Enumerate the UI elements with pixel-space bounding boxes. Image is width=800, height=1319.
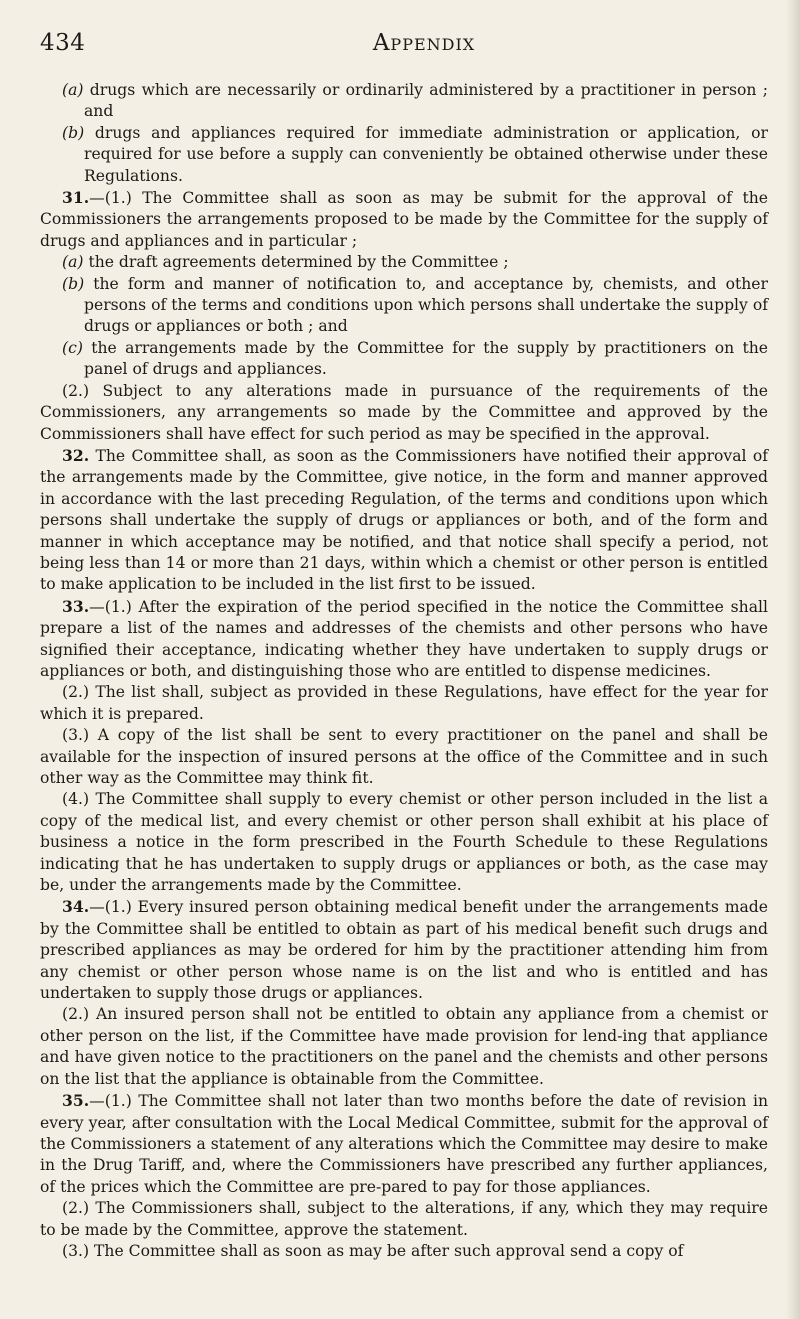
- page-edge-shadow: [786, 0, 800, 1319]
- paragraph: [40, 381, 768, 445]
- paragraph: [40, 896, 768, 1004]
- list-item: [62, 274, 768, 338]
- paragraph-text: The Committee shall, as soon as the Commissioners have notified their approval of the arrangements made by the Committee, give notice, in the form and manner approved in accordance with the last preceding Regulation, of the terms and conditions upon which persons shall undertake the supply of drugs or appliances or both, and of the form and manner in which acceptance may be notified, and that notice shall specify a period, not being less than 14 or more than 21 days, within which a chemist or other person is entitled to make application to be included in the list first to be issued.: [40, 446, 768, 594]
- regulation-number: 33.: [62, 596, 90, 616]
- body-text: [40, 80, 768, 1262]
- paragraph: [40, 1090, 768, 1198]
- paragraph: [40, 596, 768, 683]
- paragraph-text: —(1.) The Committee shall not later than two months before the date of revision in every year, after consultation with the Local Medical Committee, submit for the approval of the Commissioners a statement of any alterations which the Committee may desire to make in the Drug Tariff, and, where the Commissioners have prescribed any further appliances, of the prices which the Committee are pre-pared to pay for those appliances.: [40, 1092, 768, 1196]
- paragraph: [40, 1241, 768, 1262]
- paragraph: [40, 725, 768, 789]
- list-item-label: (c): [62, 338, 83, 357]
- paragraph-text: (3.) A copy of the list shall be sent to every practitioner on the panel and shall be available for the inspection of insured persons at the office of the Committee and in such other way as the Committee may think fit.: [40, 726, 768, 787]
- regulation-number: 35.: [62, 1091, 90, 1111]
- paragraph-text: (2.) An insured person shall not be entitled to obtain any appliance from a chemist or other person on the list, if the Committee have made provision for lend-ing that appliance and have given notice to the practitioners on the panel and the chemists and other persons on the list that the appliance is obtainable from the Committee.: [40, 1005, 768, 1088]
- paragraph: [40, 445, 768, 596]
- paragraph: [40, 682, 768, 725]
- paragraph-text: —(1.) Every insured person obtaining medical benefit under the arrangements made by the Committee shall be entitled to obtain as part of his medical benefit such drugs and prescribed appliances as may be ordered for him by the practitioner attending him from any chemist or other person whose name is on the list and who is entitled and has undertaken to supply those drugs or appliances.: [40, 898, 768, 1003]
- page-number: 434: [40, 30, 86, 56]
- paragraph: [40, 789, 768, 896]
- list-item-text: the draft agreements determined by the Committee ;: [88, 253, 509, 272]
- regulation-number: 34.: [62, 897, 90, 917]
- running-title: Appendix: [372, 30, 476, 56]
- paragraph-text: (3.) The Committee shall as soon as may be after such approval send a copy of: [62, 1241, 684, 1260]
- list-item-label: (a): [62, 253, 84, 272]
- list-item-text: the arrangements made by the Committee for the supply by practitioners on the panel of drugs and appliances.: [84, 338, 768, 379]
- list-item: [62, 338, 768, 381]
- paragraph-text: —(1.) After the expiration of the period specified in the notice the Committee shall prepare a list of the names and addresses of the chemists and other persons who have signified their acceptance, indicating whether they have undertaken to supply drugs or appliances or both, and distinguishing those who are entitled to dispense medicines.: [40, 597, 768, 680]
- regulation-number: 32.: [62, 445, 90, 465]
- paragraph-text: (4.) The Committee shall supply to every chemist or other person included in the list a copy of the medical list, and every chemist or other person shall exhibit at his place of business a notice in the form prescribed in the Fourth Schedule to these Regulations indicating that he has undertaken to supply drugs or appliances or both, as the case may be, under the arrangements made by the Committee.: [40, 790, 768, 895]
- paragraph-text: (2.) Subject to any alterations made in pursuance of the requirements of the Commissioners, any arrangements so made by the Committee and approved by the Commissioners shall have effect for such period as may be specified in the approval.: [40, 381, 768, 443]
- list-item-text: drugs and appliances required for immediate administration or application, or required for use before a supply can conveniently be obtained otherwise under these Regulations.: [84, 123, 768, 185]
- list-item: [62, 80, 768, 123]
- list-item: [62, 123, 768, 187]
- list-item-label: (a): [62, 81, 84, 99]
- paragraph-text: (2.) The list shall, subject as provided in these Regulations, have effect for the year for which it is prepared.: [40, 683, 768, 723]
- paragraph-text: (2.) The Commissioners shall, subject to the alterations, if any, which they may require to be made by the Committee, approve the statement.: [40, 1199, 768, 1239]
- list-item-text: the form and manner of notification to, and acceptance by, chemists, and other persons of the terms and conditions upon which persons shall undertake the supply of drugs or appliances or both ; and: [84, 274, 768, 336]
- list-item: [62, 252, 768, 273]
- running-head: [40, 0, 768, 80]
- paragraph-text: —(1.) The Committee shall as soon as may be submit for the approval of the Commissioners the arrangements proposed to be made by the Committee for the supply of drugs and appliances and in particular ;: [40, 189, 768, 250]
- paragraph: [40, 1004, 768, 1090]
- list-item-label: (b): [62, 123, 85, 142]
- regulation-number: 31.: [62, 188, 90, 208]
- paragraph: [40, 187, 768, 252]
- list-item-label: (b): [62, 274, 85, 293]
- paragraph: [40, 1198, 768, 1241]
- list-item-text: drugs which are necessarily or ordinarily administered by a practitioner in person ; and: [84, 81, 768, 121]
